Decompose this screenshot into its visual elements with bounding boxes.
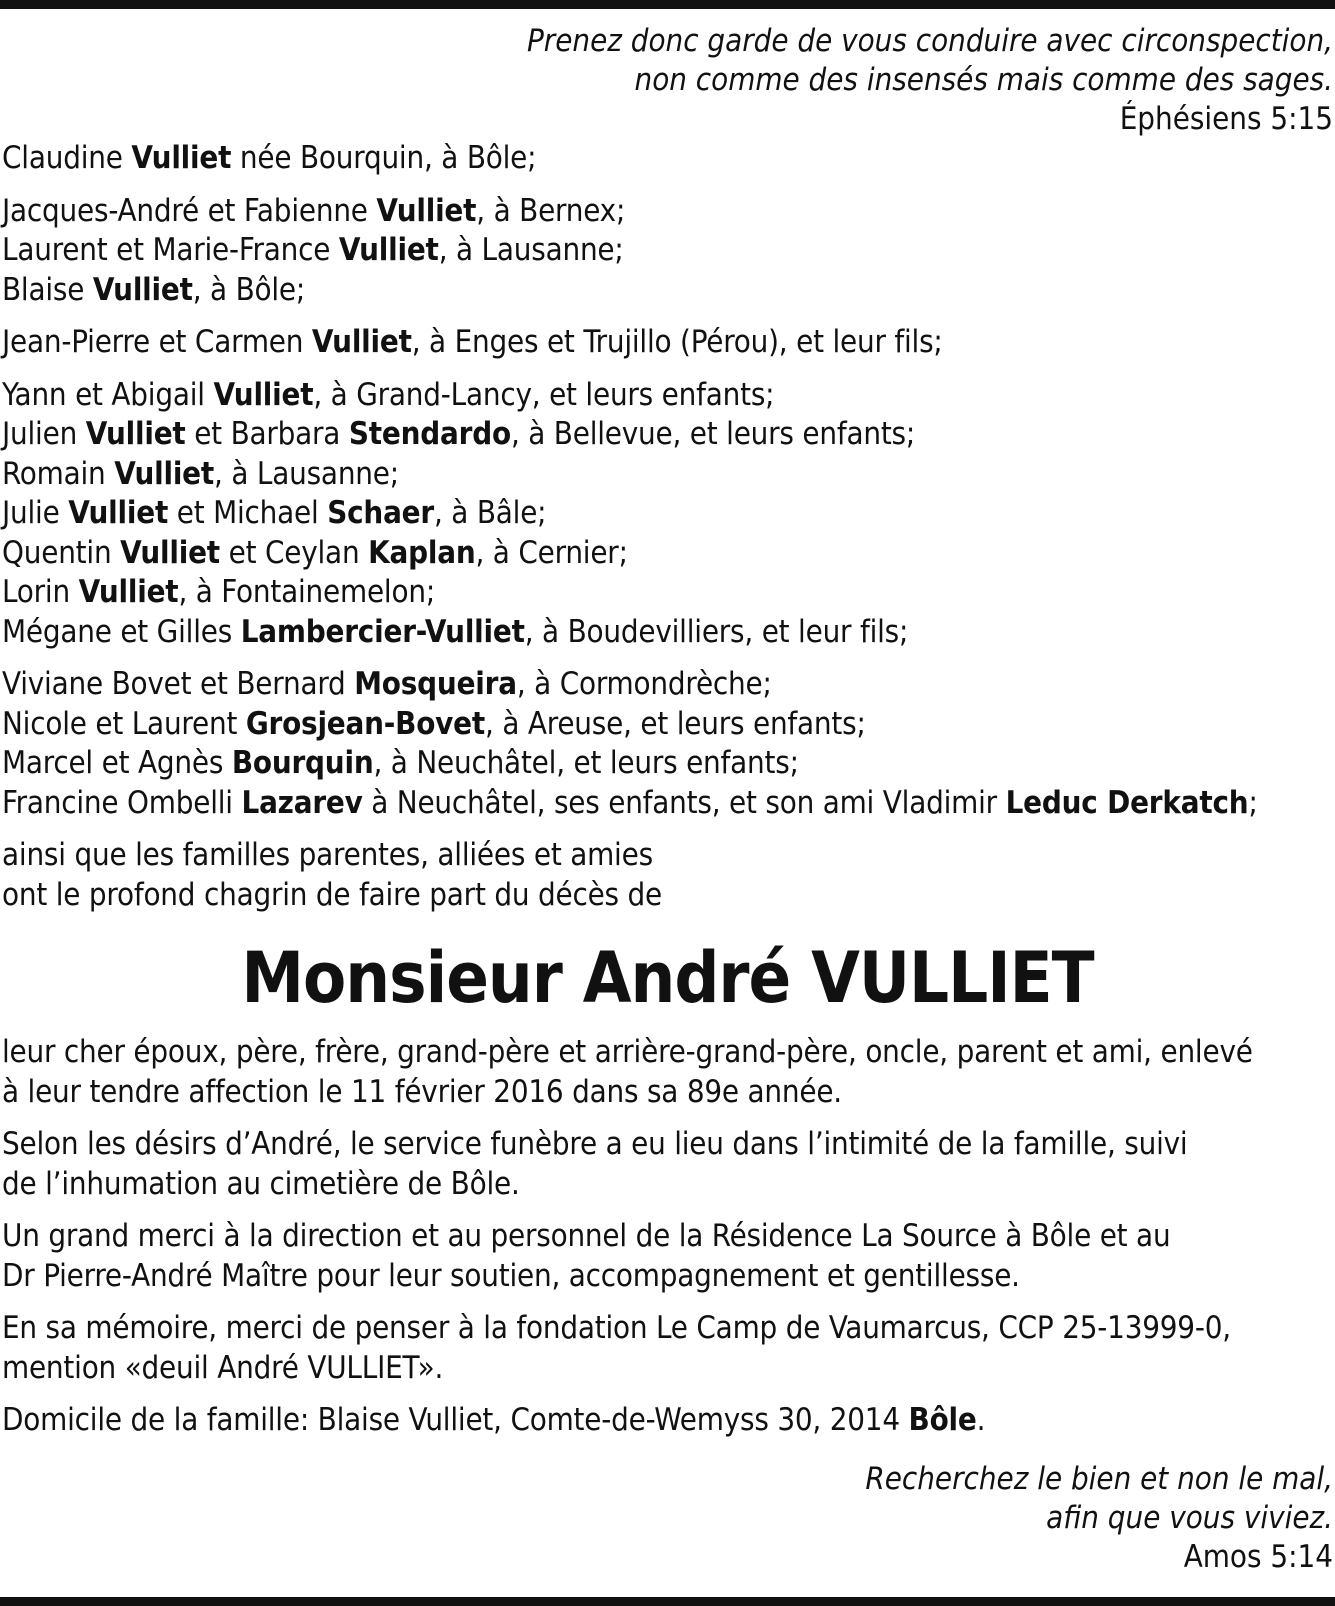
paragraph-donation — [2, 1309, 1333, 1388]
family-domicile — [2, 1401, 1333, 1441]
bottom-quote-line-1: Recherchez le bien et non le mal, — [865, 1460, 1333, 1497]
family-text: à Neuchâtel, ses enfants, et son ami Vladimir — [362, 784, 1006, 821]
family-text: Julien — [2, 416, 86, 452]
deceased-name: Monsieur André VULLIET — [241, 937, 1094, 1019]
domicile-line — [2, 1401, 1333, 1441]
family-group — [2, 192, 1333, 311]
paragraph-funeral — [2, 1125, 1333, 1204]
family-surname: Vulliet — [78, 574, 179, 610]
family-member-line — [2, 323, 1333, 363]
intro-line-1: ainsi que les familles parentes, alliées et amies — [2, 837, 653, 873]
paragraph-line: leur cher époux, père, frère, grand-père et arrière-grand-père, oncle, parent et ami, enlevé — [2, 1034, 1253, 1070]
paragraph-line: En sa mémoire, merci de penser à la fondation Le Camp de Vaumarcus, CCP 25-13999-0, — [2, 1310, 1231, 1346]
family-surname: Vulliet — [213, 376, 314, 413]
family-text: , à Boudevilliers, et leur fils; — [524, 613, 909, 650]
family-text: , à Bernex; — [476, 192, 626, 229]
family-member-line — [2, 784, 1333, 824]
family-member-line — [2, 271, 1333, 311]
family-text: Jean-Pierre et Carmen — [2, 324, 312, 360]
family-surname: Vulliet — [120, 534, 220, 571]
family-text: , à Bellevue, et leurs enfants; — [510, 416, 916, 452]
family-text: et Ceylan — [219, 534, 369, 571]
family-member-line — [2, 494, 1333, 534]
family-text: Viviane Bovet et Bernard — [2, 666, 355, 702]
paragraph-tribute — [2, 1033, 1333, 1112]
paragraph-line: Dr Pierre-André Maître pour leur soutien, accompagnement et gentillesse. — [2, 1257, 1020, 1294]
family-surname: Vulliet — [376, 192, 477, 229]
family-text: , à Bâle; — [433, 495, 547, 531]
domicile-end: . — [976, 1402, 986, 1438]
family-text: , à Grand-Lancy, et leurs enfants; — [313, 376, 775, 413]
top-quote-line-1: Prenez donc garde de vous conduire avec circonspection, — [526, 23, 1333, 59]
family-member-line — [2, 192, 1333, 232]
paragraph-line: à leur tendre affection le 11 février 2016 dans sa 89e année. — [2, 1073, 842, 1110]
family-text: Romain — [2, 455, 115, 492]
family-group — [2, 665, 1333, 823]
family-member-line — [2, 665, 1333, 705]
family-text: Laurent et Marie-France — [2, 232, 339, 268]
family-member-line — [2, 534, 1333, 574]
paragraph-line: Selon les désirs d’André, le service funèbre a eu lieu dans l’intimité de la famille, suivi — [2, 1126, 1188, 1162]
top-border-rule — [0, 0, 1335, 9]
family-text: , à Cernier; — [475, 534, 628, 571]
family-text: Blaise — [2, 271, 93, 308]
family-list — [2, 139, 1333, 823]
family-text: et Michael — [168, 495, 328, 531]
family-surname: Mosqueira — [354, 666, 517, 702]
family-surname: Vulliet — [85, 416, 186, 452]
family-text: , à Lausanne; — [214, 455, 399, 492]
bottom-quote-line-2: afin que vous viviez. — [1046, 1499, 1333, 1536]
paragraph-thanks — [2, 1217, 1333, 1296]
family-text: Yann et Abigail — [2, 376, 214, 413]
family-member-line — [2, 613, 1333, 653]
family-text: ; — [1248, 784, 1258, 821]
family-text: , à Fontainemelon; — [178, 574, 436, 610]
family-member-line — [2, 415, 1333, 455]
top-quote-reference: Éphésiens 5:15 — [1119, 101, 1333, 137]
family-member-line — [2, 705, 1333, 745]
family-surname: Lazarev — [241, 784, 363, 821]
family-surname: Vulliet — [92, 271, 193, 308]
intro-line-2: ont le profond chagrin de faire part du décès de — [2, 876, 663, 913]
family-text: , à Lausanne; — [438, 232, 624, 268]
family-surname: Bourquin — [231, 745, 374, 781]
family-text: , à Areuse, et leurs enfants; — [485, 705, 866, 742]
obituary-notice — [2, 22, 1333, 1577]
family-member-line — [2, 231, 1333, 271]
family-text: Lorin — [2, 574, 79, 610]
family-group — [2, 139, 1333, 179]
top-quote-line-2: non comme des insensés mais comme des sages. — [634, 62, 1333, 98]
top-bible-quote — [2, 22, 1333, 139]
family-text: Francine Ombelli — [2, 784, 242, 821]
family-text: Marcel et Agnès — [2, 745, 232, 781]
family-surname: Lambercier-Vulliet — [240, 613, 525, 650]
family-surname: Vulliet — [338, 232, 439, 268]
paragraph-line: mention «deuil André VULLIET». — [2, 1349, 444, 1386]
family-text: , à Bôle; — [192, 271, 306, 308]
paragraph-line: de l’inhumation au cimetière de Bôle. — [2, 1165, 520, 1202]
bottom-quote-reference: Amos 5:14 — [1183, 1538, 1333, 1575]
family-text: née Bourquin, à Bôle; — [231, 140, 537, 176]
family-surname: Grosjean-Bovet — [245, 705, 486, 742]
family-text: Claudine — [2, 140, 132, 176]
family-surname: Vulliet — [68, 495, 169, 531]
bottom-border-rule — [0, 1597, 1335, 1606]
intro-text — [2, 836, 1333, 915]
family-group — [2, 376, 1333, 653]
family-text: Quentin — [2, 534, 121, 571]
bottom-bible-quote — [2, 1460, 1333, 1577]
family-surname: Stendardo — [348, 416, 511, 452]
family-text: Julie — [2, 495, 69, 531]
family-member-line — [2, 455, 1333, 495]
family-text: et Barbara — [185, 416, 349, 452]
family-text: Mégane et Gilles — [2, 613, 241, 650]
family-surname: Leduc Derkatch — [1005, 784, 1249, 821]
family-surname: Vulliet — [131, 140, 232, 176]
paragraph-line: Un grand merci à la direction et au personnel de la Résidence La Source à Bôle et au — [2, 1218, 1171, 1254]
family-text: , à Enges et Trujillo (Pérou), et leur fils; — [411, 324, 943, 360]
domicile-place: Bôle — [908, 1402, 977, 1438]
family-text: , à Cormondrèche; — [516, 666, 772, 702]
family-member-line — [2, 744, 1333, 784]
family-member-line — [2, 573, 1333, 613]
family-surname: Kaplan — [368, 534, 476, 571]
domicile-address: Domicile de la famille: Blaise Vulliet, Comte-de-Wemyss 30, 2014 — [2, 1402, 909, 1438]
family-surname: Schaer — [327, 495, 434, 531]
family-member-line — [2, 139, 1333, 179]
family-text: Jacques-André et Fabienne — [2, 192, 377, 229]
family-text: , à Neuchâtel, et leurs enfants; — [373, 745, 799, 781]
family-member-line — [2, 376, 1333, 416]
family-text: Nicole et Laurent — [2, 705, 246, 742]
family-surname: Vulliet — [114, 455, 215, 492]
family-group — [2, 323, 1333, 363]
family-surname: Vulliet — [311, 324, 412, 360]
